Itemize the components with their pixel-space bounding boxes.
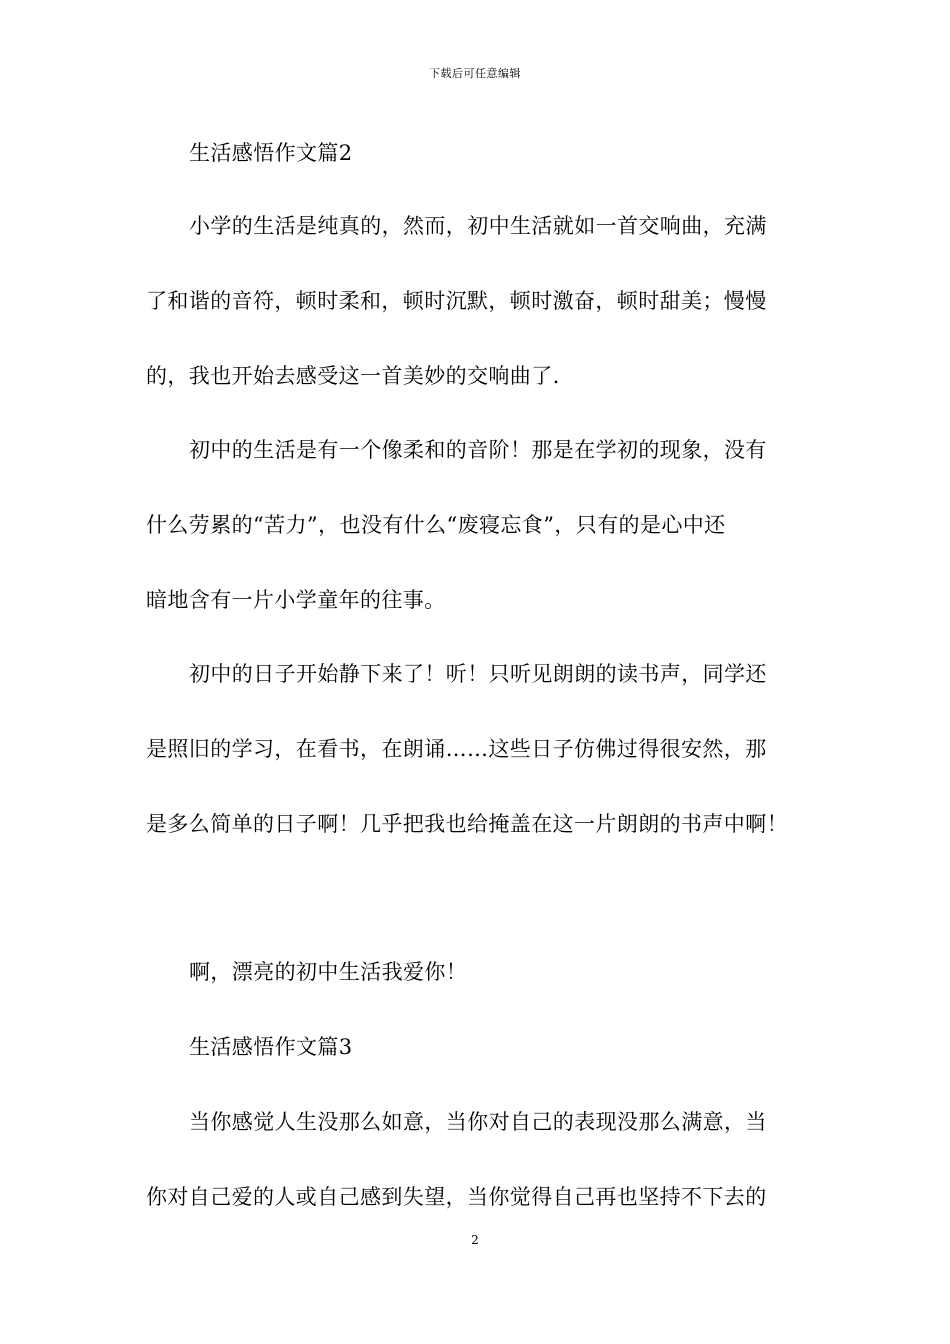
page-number: 2 [471,1233,479,1247]
page-header: 下载后可任意编辑 [429,67,521,80]
section-heading: 生活感悟作文篇2 [189,141,353,165]
paragraph-line: 了和谐的音符，顿时柔和，顿时沉默，顿时激奋，顿时甜美；慢慢 [146,289,767,313]
paragraph-line: 什么劳累的“苦力”，也没有什么“废寝忘食”，只有的是心中还 [146,513,726,537]
paragraph-line: 当你感觉人生没那么如意，当你对自己的表现没那么满意，当 [189,1110,767,1134]
paragraph-line: 是多么简单的日子啊！几乎把我也给掩盖在这一片朗朗的书声中啊！ [146,812,788,836]
paragraph-line: 暗地含有一片小学童年的往事。 [146,588,446,612]
paragraph-line: 你对自己爱的人或自己感到失望，当你觉得自己再也坚持不下去的 [146,1185,767,1209]
paragraph-line: 啊，漂亮的初中生活我爱你！ [189,960,468,984]
paragraph-line: 小学的生活是纯真的，然而，初中生活就如一首交响曲，充满 [189,214,767,238]
paragraph-line: 初中的生活是有一个像柔和的音阶！那是在学初的现象，没有 [189,438,767,462]
paragraph-line: 的，我也开始去感受这一首美妙的交响曲了. [146,364,560,388]
section-heading: 生活感悟作文篇3 [189,1035,353,1059]
paragraph-line: 是照旧的学习，在看书，在朗诵……这些日子仿佛过得很安然，那 [146,737,767,761]
paragraph-line: 初中的日子开始静下来了！听！只听见朗朗的读书声，同学还 [189,662,767,686]
